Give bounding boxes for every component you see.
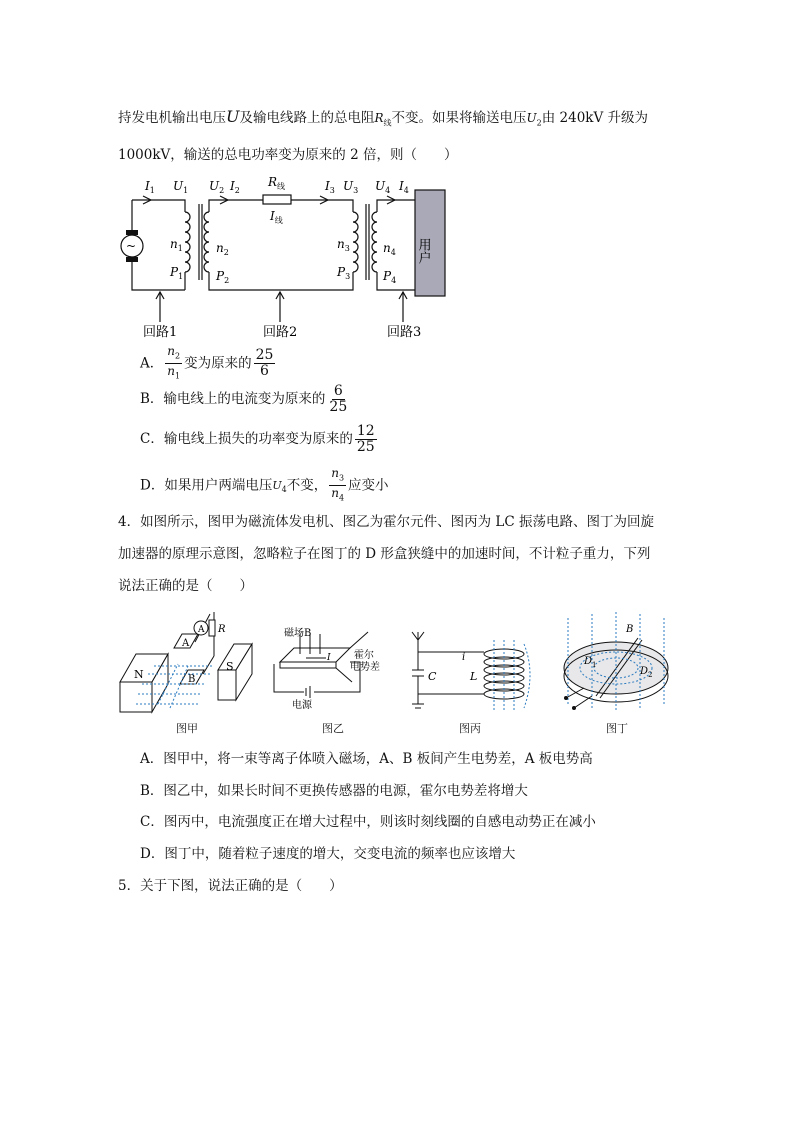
label-n1: $n_1$ [170,237,183,253]
q3-option-c[interactable]: C．输电线上损失的功率变为原来的 $\frac{12}{25}$ [140,423,375,455]
svg-text:~: ~ [126,239,137,253]
power-source-label: 电源 [292,700,312,711]
magnet-n-label: N [134,668,144,681]
q4-line-3: 说法正确的是（ ） [118,578,253,594]
q3-option-d[interactable]: D．如果用户两端电压$U_4$不变， $\frac{n_3}{n_4}$ 应变小 [140,466,389,496]
user-label: 用户 [415,238,431,264]
q4-option-a[interactable]: A．图甲中，将一束等离子体喷入磁场，A、B 板间产生电势差，A 板电势高 [140,751,593,767]
q3-line-2: 1000kV，输送的总电功率变为原来的 2 倍，则（ ） [118,147,458,163]
label-r-line: $R_线$ [268,175,286,191]
symbol-u4: $U_4$ [272,479,287,495]
symbol-u1: U [226,107,240,126]
symbol-u2: $U_2$ [526,111,542,128]
symbol-r-line: $R_线$ [374,111,392,128]
label-u2: $U_2$ [209,179,225,195]
label-n4: $n_4$ [383,241,396,257]
figure-yi-hall-element [270,622,380,712]
loop2-label: 回路2 [263,325,298,340]
q3-text-d: 由 240kV 升级为 [541,110,649,126]
label-p2: $P_2$ [216,269,230,285]
figure-jia-mhd-generator [118,604,258,734]
transmission-circuit-diagram [115,172,455,342]
fraction-25-6: $\frac{25}{6}$ [255,347,274,380]
label-n2: $n_2$ [216,241,229,257]
fraction-n3-n4: $\frac{n_3}{n_4}$ [331,466,345,503]
resistor-label: R [218,624,226,635]
q4-option-b[interactable]: B．图乙中，如果长时间不更换传感器的电源，霍尔电势差将增大 [140,783,528,799]
label-p4: $P_4$ [383,269,397,285]
label-i-line: $I_线$ [270,209,283,225]
loop3-label: 回路3 [387,325,422,340]
magnet-s-label: S [226,660,234,673]
q3-line-1 [118,108,648,132]
fraction-12-25: $\frac{12}{25}$ [356,423,375,455]
cyclotron-b-label: B [626,624,634,635]
hall-label: 霍尔 [354,650,374,661]
d2-label: $D_2$ [640,666,653,679]
label-p3: $P_3$ [337,265,351,281]
q4-line-1: 4．如图所示，图甲为磁流体发电机、图乙为霍尔元件、图丙为 LC 振荡电路、图丁为回旋 [118,514,654,530]
q3-text-b: 及输电线路上的总电阻 [239,110,375,126]
hall-voltage-label: 电势差 [350,662,380,673]
figure-ding-cyclotron [556,608,676,720]
fraction-6-25: $\frac{6}{25}$ [329,383,348,415]
q4-option-c[interactable]: C．图丙中，电流强度正在增大过程中，则该时刻线圈的自感电动势正在减小 [140,814,596,830]
q4-line-2: 加速器的原理示意图，忽略粒子在图丁的 D 形盒狭缝中的加速时间，不计粒子重力，下列 [118,546,651,562]
inductor-label: L [470,670,478,683]
figure-jia-caption: 图甲 [176,722,198,735]
q3-text-c: 不变。如果将输送电压 [391,110,527,126]
d1-label: $D_1$ [584,656,597,669]
q3-option-b[interactable]: B．输电线上的电流变为原来的 $\frac{6}{25}$ [140,383,348,415]
label-u1: $U_1$ [173,179,189,195]
label-i3: $I_3$ [325,179,335,195]
label-u3: $U_3$ [343,179,359,195]
magnetic-field-label: 磁场B [284,628,312,639]
q3-text-a: 持发电机输出电压 [118,110,226,126]
q3-option-a[interactable]: A． $\frac{n_2}{n_1}$ 变为原来的 $\frac{25}{6}$ [140,344,277,374]
current-label: i [462,652,466,663]
label-p1: $P_1$ [170,265,184,281]
ammeter-label: A [198,625,205,635]
current-i-label: I [327,653,331,663]
plate-a-label: A [182,638,190,649]
label-i4: $I_4$ [399,179,409,195]
fraction-n2-n1: $\frac{n_2}{n_1}$ [167,344,181,381]
label-n3: $n_3$ [337,237,350,253]
figure-bing-lc-circuit [408,630,538,720]
loop1-label: 回路1 [143,325,178,340]
q4-option-d[interactable]: D．图丁中，随着粒子速度的增大，交变电流的频率也应该增大 [140,846,516,862]
label-u4: $U_4$ [375,179,391,195]
figure-bing-caption: 图丙 [459,722,481,735]
q5-line-1: 5．关于下图，说法正确的是（ ） [118,878,343,894]
plate-b-label: B [188,674,196,685]
figure-yi-caption: 图乙 [322,722,344,735]
label-i2: $I_2$ [230,179,240,195]
label-i1: $I_1$ [145,179,155,195]
figure-ding-caption: 图丁 [606,722,628,735]
capacitor-label: C [428,670,437,683]
